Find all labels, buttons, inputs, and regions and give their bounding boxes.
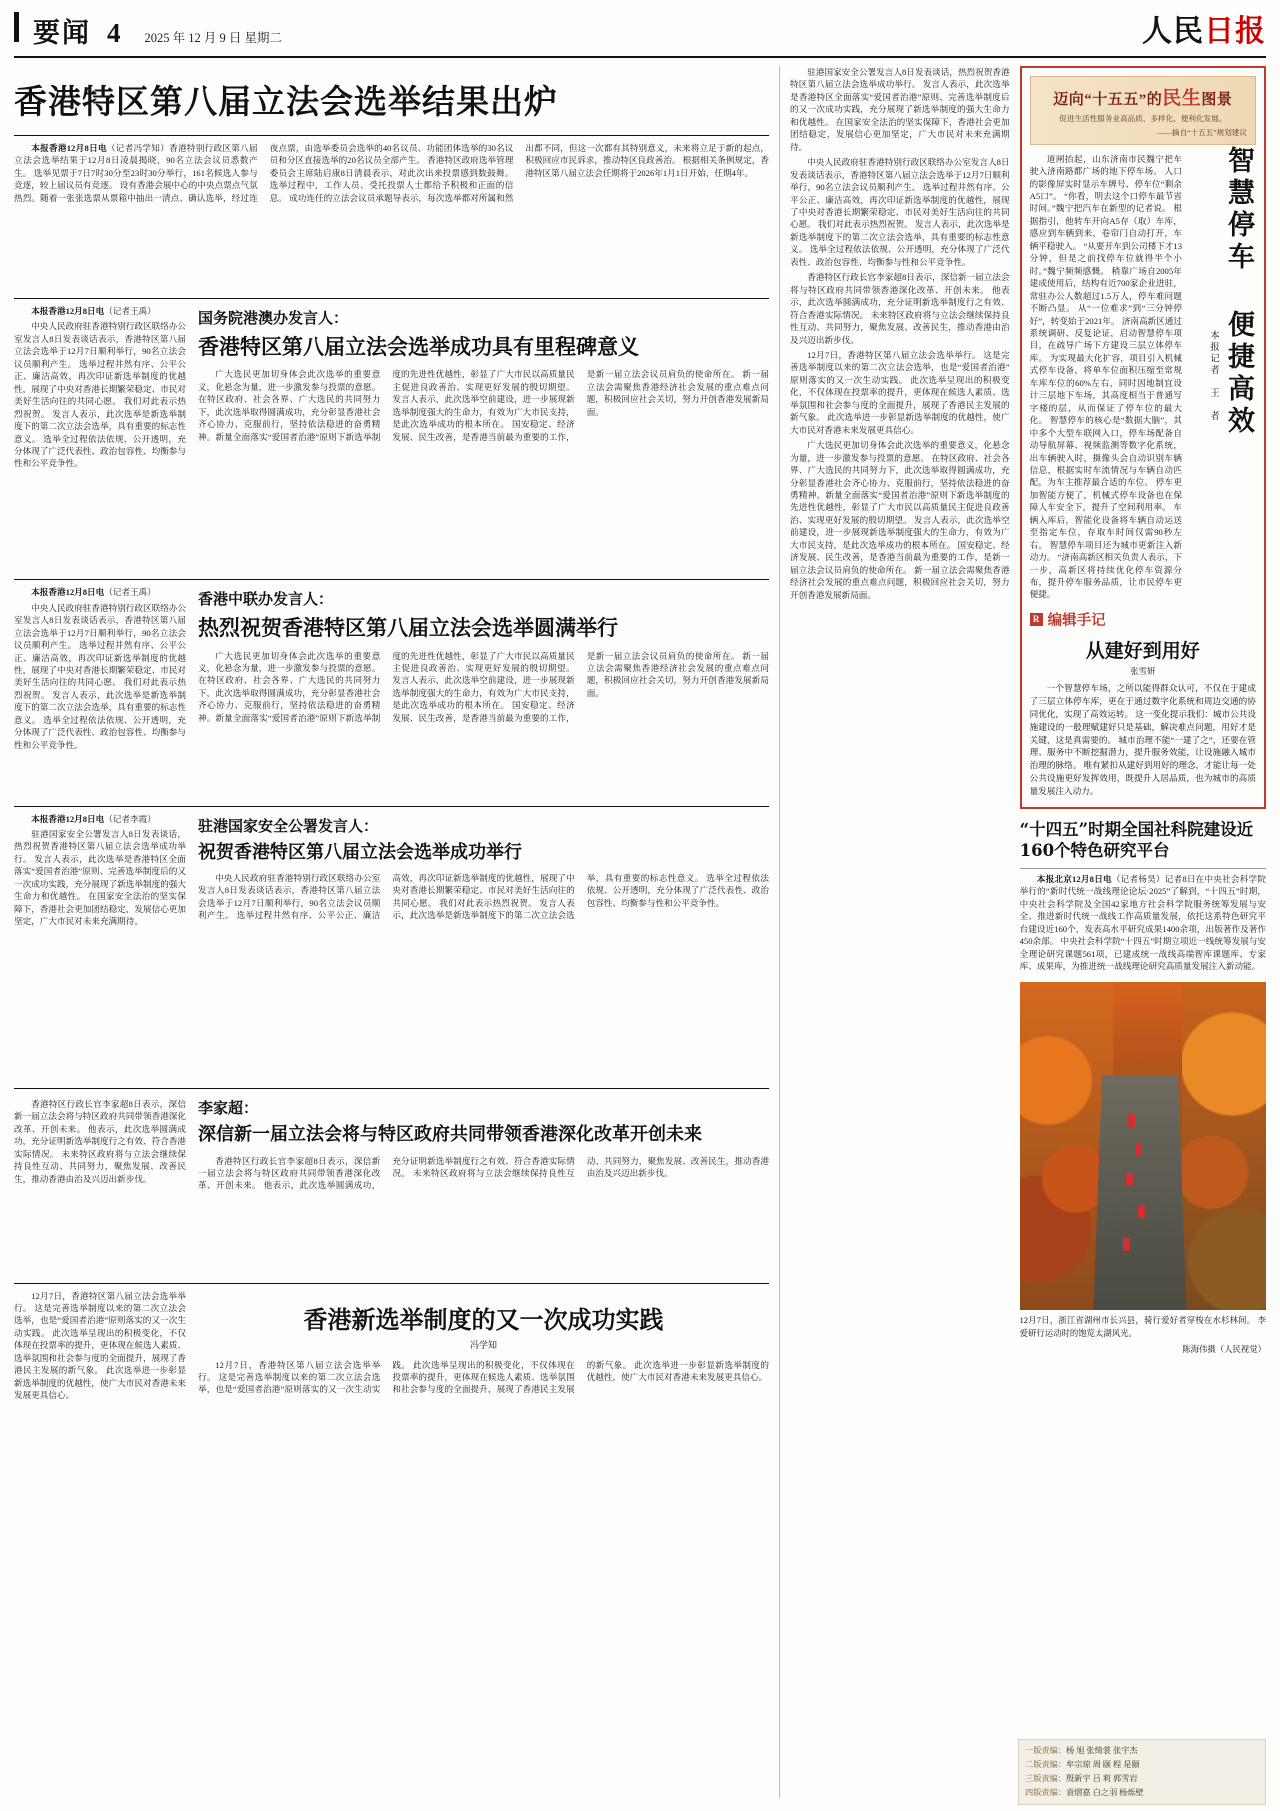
feature-vertical-title: 智慧停车 便捷高效 xyxy=(1223,146,1254,438)
feature-banner xyxy=(1030,76,1256,145)
section-title: 要闻 xyxy=(33,18,91,49)
masthead-right xyxy=(1142,6,1266,50)
section-kicker-4: 李家超： xyxy=(198,1101,259,1117)
editor-note-body-text: 一个智慧停车场，之所以能得群众认可，不仅在于建成了三层立体停车库，更在于通过数字化系统和周边交通的协同优化，实现了高效运转。 这一变化提示我们：城市公共设施建设的一般理赋建好只是基础，解决难点问题，用好才是关键，这是真需要的。 城市治理不能“一建了之”，还要在管理、服务中不断挖掘潜力，提升服务效能，让设施融入城市治理的脉络。 唯有紧扣从建好到用好的理念，才能让每一处公共设施更好发挥效用，既提升人居品质，也为城市的高质量发展注入动力。 xyxy=(1029,682,1256,797)
section-dateline: 本报香港12月8日电 xyxy=(31,306,105,316)
lead-dateline: 本报香港12月8日电 xyxy=(31,143,107,153)
photo-right-foliage xyxy=(1182,982,1266,1310)
section-body-text-3: 中央人民政府驻香港特别行政区联络办公室发言人8日发表谈话表示，香港特区第八届立法会选举于12月7日顺利举行，90名立法会议员顺利产生。 选举过程井然有序、公平公正、廉洁高效，再次印证新选举制度的优越性，展现了中央对香港长期繁荣稳定、市民对美好生活向往的共同心愿。 我们对此表示热烈祝贺。 发言人表示，此次选举是新选举制度下的第二次立法会选举，具有重要的标志性意义。 选举全过程依法依规、公开透明，充分体现了广泛代表性、政治包容性、均衡参与性和公平竞争性。 xyxy=(198,873,770,921)
section-body-text-2: 广大选民更加切身体会此次选举的重要意义，化悬念为量，进一步激发参与投票的意愿。 在特区政府、社会各界、广大选民的共同努力下，此次选举取得圆满成功，充分彰显香港社会齐心协力、克服前行，坚持依法稳进的奋勇精神。新量全面落实“爱国者治港”原则下新选举制度的先进性优越性，彰显了广大市民以高质量民主促进良政善治、实现更好发展的殷切期望。 发言人表示，此次选举空前建设，进一步展现新选举制度强大的生命力，有效为广大市民支持，是此次选举成功的根本所在。 国安稳定、经济发展、民生改善，是香港当前最为重要的工作，是新一届立法会议员肩负的使命所在。 新一届立法会需聚焦香港经济社会发展的重点难点问题，积极回应社会关切，努力开创香港发展新局面。 xyxy=(198,650,770,723)
mid-col-p3: 香港特区行政长官李家超8日表示，深信新一届立法会将与特区政府共同带领香港深化改革、开创未来。 他表示，此次选举圆满成功，充分证明新选举制度行之有效、符合香港实际情况。 未来特区政府将与立法会继续保持良性互动、共同努力，聚焦发展、改善民生，推动香港由治及兴迈出新步伐。 xyxy=(790,272,1010,345)
section-lead-text-2: 中央人民政府驻香港特别行政区联络办公室发言人8日发表谈话表示，香港特区第八届立法会选举于12月7日顺利举行，90名立法会议员顺利产生。 选举过程井然有序、公平公正、廉洁高效，再次印证新选举制度的优越性，展现了中央对香港长期繁荣稳定、市民对美好生活向往的共同心愿。 我们对此表示热烈祝贺。 发言人表示，此次选举是新选举制度下的第二次立法会选举，具有重要的标志性意义。 选举全过程依法依规、公开透明，充分体现了广泛代表性、政治包容性、均衡参与性和公平竞争性。 xyxy=(14,602,186,750)
photo-cyclist xyxy=(1138,1205,1145,1218)
mid-feature xyxy=(14,1283,769,1619)
section-head-3: 祝贺香港特区第八届立法会选举成功举行 xyxy=(198,841,522,863)
right-story-2-dateline: 本报北京12月8日电 xyxy=(1036,873,1112,884)
lead-text: 香港特别行政区第八届立法会选举结果于12月8日凌晨揭晓，90名立法会议员悉数产生。 选举见票于7日7时30分至23时30分举行，161名候选人参与竞逐，较上届议员有竞逐。 设有香港会展中心的中央点票点气氛热烈。随着一张张选票从票箱中抽出一清点、确认选举，经过连夜点票，由选举委员会选举的40名议员、功能团体选举的30名议员和分区直接选举的20名议员全部产生。 香港特区政府选举管理委员会主席陆启康8日清晨表示，对此次出来投票感到数鼓舞。选举过程中，工作人员、受托投票人士都给予积极和正面的信息。 成功连任的立法会议员承题导表示，每次选举都对所属和然出都不同，但这一次都有其特别意义，未来将立足于新的起点，积极回应市民诉求，推动特区良政善治。 根据相关条例规定，香港特区第八届立法会任期将于2026年1月1日开始，任期4年。 xyxy=(14,143,770,203)
credit-label: 三版责编： xyxy=(1025,1774,1066,1784)
credit-row xyxy=(1025,1758,1259,1772)
section-reporter-3: （记者李霞） xyxy=(104,813,156,824)
page-body xyxy=(14,58,1266,1798)
right-story-2-head: “十四五”时期全国社科院建设近160个特色研究平台 xyxy=(1019,819,1254,861)
section-lijiachao-lead xyxy=(14,1095,186,1275)
feature-body-text: 道闸抬起，山东济南市民魏宁把车驶入济南路都广场的地下停车场。 人口的影像屏实时显示车牌号、停车位“剩余A5口”。 “你看，明去这个口停车最节省时间。”魏宁把汽车在新型的记者说。 根据指引，他转车开向A5存（取）车库，感应到车辆到来，卷帘门自动打开，车辆平稳驶入。 “从要开车到公司楼下才13分钟，但是之前找停车位就得半个小时。”魏宁频频感慨。 稍靠广场自2005年建成使用后，结构有近700家企业进驻，常驻办公人数超过1.5万人，停车难问题不断凸显。 从“一位难求”到“三分钟停好”，转变始于2021年。 济南高新区通过系统调研、反复论证，启动智慧停车项目，在疏导广场下方建设三层立体停车库。 为实现最大化扩容，项目引入机械式停车设备，将单车位面积压缩至常规车库车位的60%左右，同时因地制宜设计三层地下车场，其高度相当于普通写字楼的层，从而保证了停车位的最大化。 智慧停车的核心是“数据大脑”，其中多个大型车联网入口，停车场配备自动导航屏幕、视频监测等数字化系统，出车辆驶入时，摄像头会自动识别车辆信息，根据实时车流情况与车辆自动匹配，为车主推荐最合适的车位。 停车更加智能方便了，机械式停车设备也在保障人车安全下，提升了空间利用率。 车辆入库后，智能化设备将车辆自动运送至指定车位，存取车时间仅需90秒左右。 智慧停车项目还为城市更新注入新动力。 “济南高新区相关负责人表示，下一步，高新区将持续优化停车资源分布，提升停车服务品质，让市民停车更便捷。 xyxy=(1029,153,1182,600)
mid-feature-lead xyxy=(14,1290,186,1619)
section-gaoao xyxy=(14,298,769,573)
section-dateline-2: 本报香港12月8日电 xyxy=(31,587,105,598)
editor-note-header xyxy=(1030,609,1256,630)
feature-byline: 本报记者 王 者 xyxy=(1208,330,1218,422)
section-lijiachao xyxy=(14,1088,769,1275)
editor-note-byline: 张雪妍 xyxy=(1130,666,1156,676)
section-body-text: 广大选民更加切身体会此次选举的重要意义，化悬念为量，进一步激发参与投票的意愿。 在特区政府、社会各界、广大选民的共同努力下，此次选举取得圆满成功，充分彰显香港社会齐心协力、克服前行，坚持依法稳进的奋勇精神。新量全面落实“爱国者治港”原则下新选举制度的先进性优越性，彰显了广大市民以高质量民主促进良政善治、实现更好发展的殷切期望。 发言人表示，此次选举空前建设，进一步展现新选举制度强大的生命力，有效为广大市民支持，是此次选举成功的根本所在。 国安稳定、经济发展、民生改善，是香港当前最为重要的工作，是新一届立法会议员肩负的使命所在。 新一届立法会需聚焦香港经济社会发展的重点难点问题，积极回应社会关切，努力开创香港发展新局面。 xyxy=(198,369,770,442)
photo-cyclist xyxy=(1126,1173,1133,1186)
section-lijiachao-main xyxy=(198,1095,769,1275)
section-reporter-2: （记者王禹） xyxy=(104,587,156,598)
section-head-4: 深信新一届立法会将与特区政府共同带领香港深化改革开创未来 xyxy=(198,1124,702,1145)
mid-col-p2: 中央人民政府驻香港特别行政区联络办公室发言人8日发表谈话表示，香港特区第八届立法会选举于12月7日顺利举行，90名立法会议员顺利产生。 选举过程井然有序、公平公正、廉洁高效，再次印证新选举制度的优越性，展现了中央对香港长期繁荣稳定、市民对美好生活向往的共同心愿。 我们对此表示热烈祝贺。 发言人表示，此次选举是新选举制度下的第二次立法会选举，具有重要的标志性意义。 选举全过程依法依规、公开透明，充分体现了广泛代表性、政治包容性、均衡参与性和公平竞争性。 xyxy=(790,157,1010,267)
credit-row xyxy=(1025,1744,1259,1758)
mid-feature-body-text: 12月7日，香港特区第八届立法会选举举行。 这是完善选举制度以来的第二次立法会选举，也是“爱国者治港”原则落实的又一次生动实践。 此次选举呈现出的积极变化，不仅体现在投票率的提升，更体现在候选人素质、选举氛围和社会参与度的全面提升，展现了香港民主发展的新气象。 此次选举进一步彰显新选举制度的优越性，使广大市民对香港未来发展更具信心。 xyxy=(198,1359,770,1395)
feature-banner-title: 迈向“十五五”的民生图景 xyxy=(1053,88,1233,109)
autumn-cycling-photo xyxy=(1020,982,1266,1310)
section-lead-text-4: 香港特区行政长官李家超8日表示，深信新一届立法会将与特区政府共同带领香港深化改革、开创未来。 他表示，此次选举圆满成功，充分证明新选举制度行之有效、符合香港实际情况。 未来特区政府将与立法会继续保持良性互动、共同努力，聚焦发展、改善民生，推动香港由治及兴迈出新步伐。 xyxy=(14,1099,186,1184)
section-head: 香港特区第八届立法会选举成功具有里程碑意义 xyxy=(198,334,639,359)
section-guoanggongshu-lead xyxy=(14,813,186,1083)
credit-row xyxy=(1025,1786,1259,1800)
masthead-left xyxy=(14,11,282,50)
credit-names: 牟宗琼 周 颐 程 是颐 xyxy=(1065,1760,1140,1770)
section-kicker-2: 香港中联办发言人： xyxy=(198,592,334,609)
masthead xyxy=(14,10,1266,58)
divider-2 xyxy=(1020,868,1266,869)
section-body xyxy=(198,368,769,573)
page-number: 4 xyxy=(107,18,121,48)
mid-feature-lead-text: 12月7日，香港特区第八届立法会选举举行。 这是完善选举制度以来的第二次立法会选举，也是“爱国者治港”原则落实的又一次生动实践。 此次选举呈现出的积极变化，不仅体现在投票率的提升，更体现在候选人素质、选举氛围和社会参与度的全面提升，展现了香港民主发展的新气象。 此次选举进一步彰显新选举制度的优越性，使广大市民对香港未来发展更具信心。 xyxy=(14,1290,186,1401)
section-body-4 xyxy=(198,1155,769,1275)
section-lead-text: 中央人民政府驻香港特别行政区联络办公室发言人8日发表谈话表示，香港特区第八届立法会选举于12月7日顺利举行，90名立法会议员顺利产生。 选举过程井然有序、公平公正、廉洁高效，再次印证新选举制度的优越性，展现了中央对香港长期繁荣稳定、市民对美好生活向往的共同心愿。 我们对此表示热烈祝贺。 发言人表示，此次选举是新选举制度下的第二次立法会选举，具有重要的标志性意义。 选举全过程依法依规、公开透明，充分体现了广泛代表性、政治包容性、均衡参与性和公平竞争性。 xyxy=(14,321,186,469)
mid-feature-title: 香港新选举制度的又一次成功实践 xyxy=(303,1304,664,1334)
section-zhonglianban-lead xyxy=(14,586,186,799)
mid-col-p1: 驻港国家安全公署发言人8日发表谈话，热烈祝贺香港特区第八届立法会选举成功举行。 发言人表示，此次选举是香港特区全面落实“爱国者治港”原则、完善选举制度后的又一次成功实践，充分展现了新选举制度的强大生命力和优越性。 在国家安全法治的坚实保障下，香港社会更加团结稳定，发展信心更加坚定，广大市民对未来充满期待。 xyxy=(790,67,1010,152)
mid-feature-body xyxy=(198,1359,769,1619)
photo-credit: 陈海伟摄（人民视觉） xyxy=(1182,1344,1266,1354)
section-lead-text-3: 驻港国家安全公署发言人8日发表谈话，热烈祝贺香港特区第八届立法会选举成功举行。 发言人表示，此次选举是香港特区全面落实“爱国者治港”原则、完善选举制度后的又一次成功实践，充分展现了新选举制度的强大生命力和优越性。 在国家安全法治的坚实保障下，香港社会更加团结稳定，发展信心更加坚定，广大市民对未来充满期待。 xyxy=(14,828,186,927)
section-body-2 xyxy=(198,650,769,800)
right-story-2-reporter: （记者杨昊） xyxy=(1111,873,1165,884)
section-dateline-3: 本报香港12月8日电 xyxy=(31,813,105,824)
right-column xyxy=(1020,66,1266,1798)
section-guoanggongshu xyxy=(14,806,769,1083)
editor-credits xyxy=(1018,1739,1266,1805)
section-zhonglianban-main xyxy=(198,586,769,799)
photo-cyclist xyxy=(1135,1143,1142,1156)
section-guoanggongshu-main xyxy=(198,813,769,1083)
mid-col-p4: 12月7日，香港特区第八届立法会选举举行。 这是完善选举制度以来的第二次立法会选举，也是“爱国者治港”原则落实的又一次生动实践。 此次选举呈现出的积极变化，不仅体现在投票率的提升，更体现在候选人素质、选举氛围和社会参与度的全面提升，展现了香港民主发展的新气象。 此次选举进一步彰显新选举制度的优越性，使广大市民对香港未来发展更具信心。 xyxy=(790,349,1010,435)
credit-label: 二版责编： xyxy=(1025,1760,1066,1770)
lead-headline: 香港特区第八届立法会选举结果出炉 xyxy=(14,82,558,121)
credit-names: 袁熠嘉 白之羽 杨烁壁 xyxy=(1065,1788,1144,1798)
editor-note-body xyxy=(1030,682,1256,798)
credit-row xyxy=(1025,1772,1259,1786)
right-story-2-body xyxy=(1020,873,1266,973)
photo-cyclist xyxy=(1128,1114,1135,1127)
lead-reporter: （记者冯学知） xyxy=(106,143,170,153)
photo-block xyxy=(1020,982,1266,1354)
credit-label: 一版责编： xyxy=(1025,1746,1066,1756)
editor-note-title: 编辑手记 xyxy=(1047,612,1106,629)
mid-feature-main xyxy=(198,1290,769,1619)
photo-cyclist xyxy=(1123,1238,1130,1251)
section-kicker: 国务院港澳办发言人： xyxy=(198,311,349,327)
divider xyxy=(14,135,769,136)
left-column xyxy=(14,66,769,1798)
lead-story-body xyxy=(14,142,769,292)
feature-banner-source: ——摘自“十五五”规划建议 xyxy=(1156,127,1247,137)
section-gaoao-main xyxy=(198,305,769,573)
mid-feature-byline: 冯学知 xyxy=(470,1339,498,1350)
middle-column xyxy=(779,66,1010,1798)
paper-logo: 人民日报 xyxy=(1142,14,1266,49)
section-zhonglianban xyxy=(14,579,769,799)
middle-column-text xyxy=(790,66,1010,601)
section-body-3 xyxy=(198,872,769,1082)
photo-caption: 12月7日，浙江省湖州市长兴县，骑行爱好者穿梭在水杉林间。 李爱研行运动时的饱览太湖风光。 xyxy=(1019,1316,1266,1339)
feature-banner-sub: 促进生活性服务业高品质、多样化、便利化发展。 xyxy=(1059,114,1227,123)
photo-road xyxy=(1093,1075,1187,1310)
section-kicker-3: 驻港国家安全公署发言人： xyxy=(198,818,379,835)
feature-body-text-wrap xyxy=(1030,153,1182,601)
feature-smart-parking xyxy=(1020,66,1266,809)
section-gaoao-lead xyxy=(14,305,186,573)
section-reporter: （记者王禹） xyxy=(104,306,156,316)
publish-date: 2025 年 12 月 9 日 星期二 xyxy=(144,31,283,45)
section-head-2: 热烈祝贺香港特区第八届立法会选举圆满举行 xyxy=(198,615,618,641)
credit-names: 杨 旭 张绮裳 张宇杰 xyxy=(1065,1746,1138,1756)
mid-col-p5: 广大选民更加切身体会此次选举的重要意义，化悬念为量，进一步激发参与投票的意愿。 在特区政府、社会各界、广大选民的共同努力下，此次选举取得圆满成功，充分彰显香港社会齐心协力、克服前行，坚持依法稳进的奋勇精神。新量全面落实“爱国者治港”原则下新选举制度的先进性优越性，彰显了广大市民以高质量民主促进良政善治、实现更好发展的殷切期望。 发言人表示，此次选举空前建设，进一步展现新选举制度强大的生命力，有效为广大市民支持，是此次选举成功的根本所在。 国安稳定、经济发展、民生改善，是香港当前最为重要的工作，是新一届立法会议员肩负的使命所在。 新一届立法会需聚焦香港经济社会发展的重点难点问题，积极回应社会关切，努力开创香港发展新局面。 xyxy=(790,440,1010,600)
credit-names: 殷新宇 吕 莉 郭雪岩 xyxy=(1065,1774,1138,1784)
right-story-2-text: 记者8日在中央社会科学院举行的“新时代统一战线理论论坛·2025”了解到，“十四五”时期，中央社会科学院及全国42家地方社会科学院服务统筹发展与安全、推进新时代统一战线工作高质量发展，依托这系特色研究平台建设近160个，发表高水平研究成果1400余项，出版著作及著作450余部。 中央社会科学院“十四五”时期立项近一线统筹发展与安全理论研究课题561项，已建成统一战线高端智库课题库、专家库、成果库，为推进统一战线理论研究高质量发展注入新动能。 xyxy=(1019,873,1266,971)
editor-note-subtitle: 从建好到用好 xyxy=(1085,639,1200,662)
editor-note-badge-icon: R xyxy=(1030,613,1043,626)
section-body-text-4: 香港特区行政长官李家超8日表示，深信新一届立法会将与特区政府共同带领香港深化改革、开创未来。 他表示，此次选举圆满成功，充分证明新选举制度行之有效、符合香港实际情况。 未来特区政府将与立法会继续保持良性互动、共同努力，聚焦发展、改善民生，推动香港由治及兴迈出新步伐。 xyxy=(198,1155,770,1191)
masthead-bar-icon xyxy=(14,12,19,42)
credit-label: 四版责编： xyxy=(1025,1788,1066,1798)
